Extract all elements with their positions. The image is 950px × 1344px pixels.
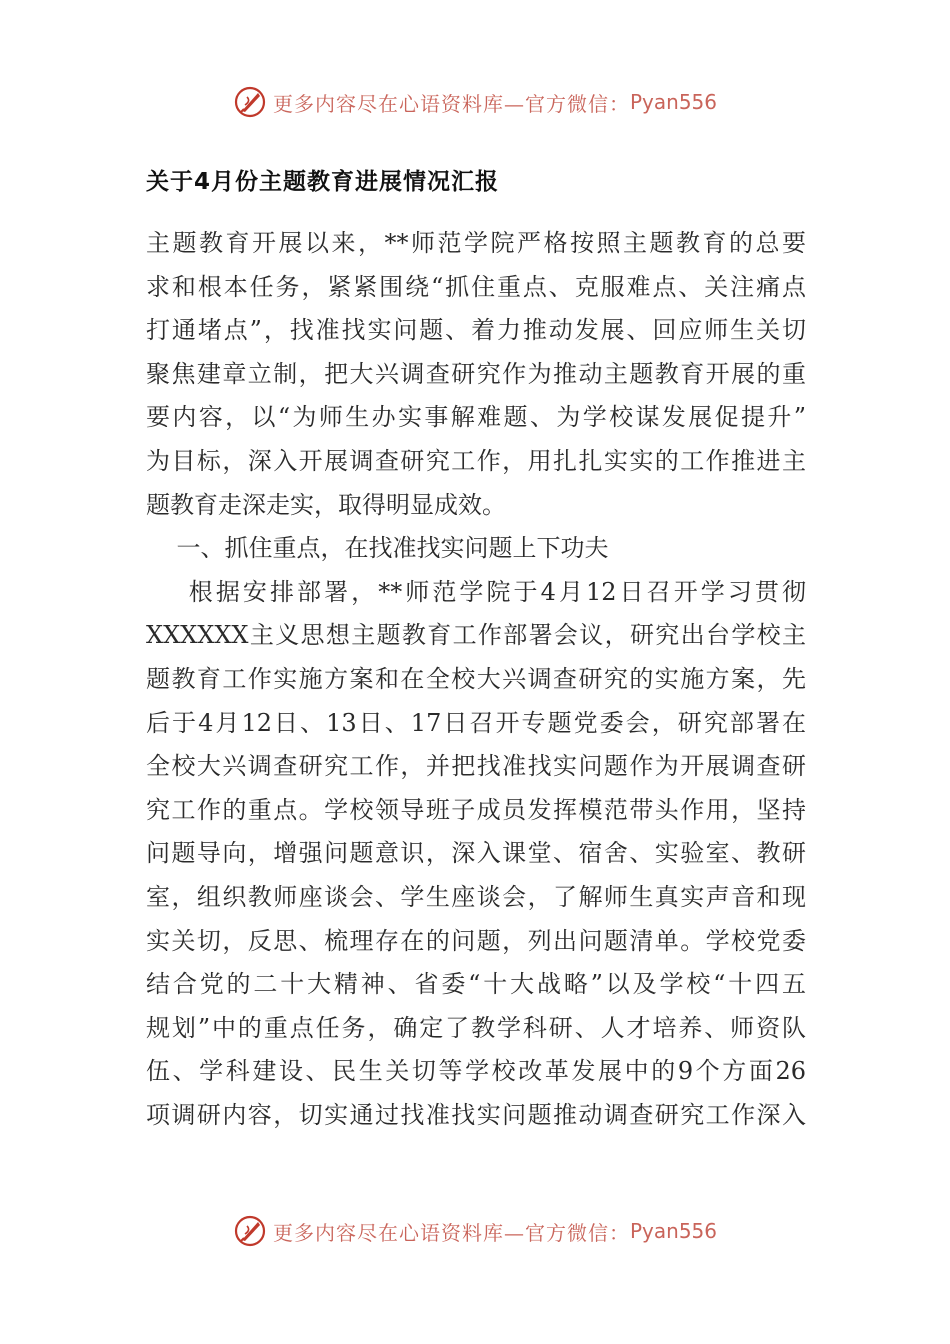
footer-banner-text: 更多内容尽在心语资料库—官方微信： bbox=[272, 1220, 630, 1245]
body-line: 打通堵点”，找准找实问题、着力推动发展、回应师生关切 bbox=[146, 316, 806, 345]
body-line: 求和根本任务，紧紧围绕“抓住重点、克服难点、关注痛点 bbox=[146, 272, 806, 301]
document-title: 关于4月份主题教育进展情况汇报 bbox=[146, 169, 500, 195]
body-line: 结合党的二十大精神、省委“十大战略”以及学校“十四五 bbox=[146, 970, 806, 999]
header-watermark-banner bbox=[0, 82, 950, 122]
section-heading: 一、抓住重点，在找准找实问题上下功夫 bbox=[146, 534, 609, 563]
body-line: 后于4月12日、13日、17日召开专题党委会，研究部署在 bbox=[146, 708, 806, 737]
footer-banner-wechat-id: Pyan556 bbox=[629, 1219, 717, 1243]
body-line: 究工作的重点。学校领导班子成员发挥模范带头作用，坚持 bbox=[146, 795, 806, 824]
body-line: 全校大兴调查研究工作，并把找准找实问题作为开展调查研 bbox=[146, 752, 806, 781]
body-line: 要内容，以“为师生办实事解难题、为学校谋发展促提升” bbox=[146, 403, 806, 432]
body-line: 题教育走深走实，取得明显成效。 bbox=[146, 490, 506, 519]
body-line: 题教育工作实施方案和在全校大兴调查研究的实施方案，先 bbox=[146, 664, 806, 693]
quill-logo-icon bbox=[233, 85, 267, 119]
body-line: 伍、学科建设、民生关切等学校改革发展中的9个方面26 bbox=[146, 1057, 806, 1086]
quill-logo-icon bbox=[233, 1214, 267, 1248]
body-line: 根据安排部署，**师范学院于4月12日召开学习贯彻 bbox=[146, 577, 806, 606]
body-line: 问题导向，增强问题意识，深入课堂、宿舍、实验室、教研 bbox=[146, 839, 806, 868]
body-line: 为目标，深入开展调查研究工作，用扎扎实实的工作推进主 bbox=[146, 446, 806, 475]
body-line: 室，组织教师座谈会、学生座谈会，了解师生真实声音和现 bbox=[146, 882, 806, 911]
body-line: 项调研内容，切实通过找准找实问题推动调查研究工作深入 bbox=[146, 1100, 806, 1129]
body-line: 实关切，反思、梳理存在的问题，列出问题清单。学校党委 bbox=[146, 926, 806, 955]
document-body bbox=[146, 222, 806, 1137]
body-line: 聚焦建章立制，把大兴调查研究作为推动主题教育开展的重 bbox=[146, 359, 806, 388]
header-banner-text: 更多内容尽在心语资料库—官方微信： bbox=[272, 91, 630, 116]
body-line: XXXXXX主义思想主题教育工作部署会议，研究出台学校主 bbox=[146, 621, 806, 650]
body-line: 规划”中的重点任务，确定了教学科研、人才培养、师资队 bbox=[146, 1013, 806, 1042]
footer-watermark-banner bbox=[0, 1211, 950, 1251]
body-line: 主题教育开展以来，**师范学院严格按照主题教育的总要 bbox=[146, 229, 806, 257]
header-banner-wechat-id: Pyan556 bbox=[629, 90, 717, 114]
